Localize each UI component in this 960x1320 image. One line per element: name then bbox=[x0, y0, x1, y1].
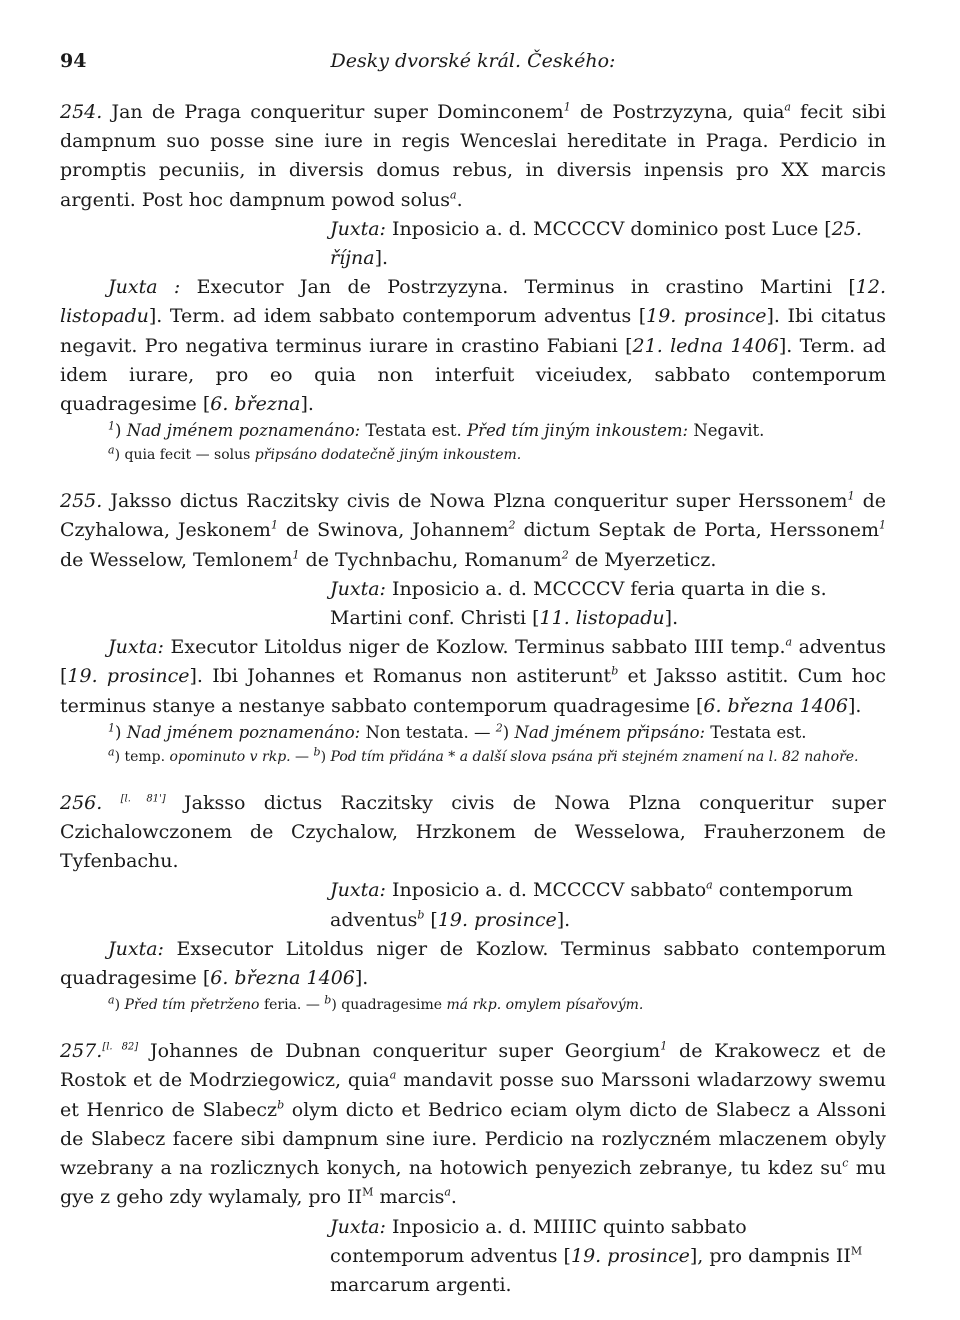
running-title: Desky dvorské král. Českého: bbox=[330, 50, 616, 72]
page-header bbox=[60, 50, 886, 78]
entry-254 bbox=[60, 98, 886, 467]
entry-text: 255. Jaksso dictus Raczitsky civis de Nowa Plzna conqueritur super Herssonem$^1$ de Czyhalowa, Jeskonem$^1$ de Swinova, Johannem$^2$ dictum Septak de Porta, Herssonem$^1$ de Wesselow, Temlonem$^1$ de Tychnbachu, Romanum$^2$ de Myerzeticz. bbox=[60, 489, 886, 571]
entry-text: 257.[l. 82] Johannes de Dubnan conqueritur super Georgium$^1$ de Krakowecz et de Rostok et de Modrziegowicz, quia$^a$ mandavit posse suo Marssoni wladarzowy swemu et Henrico de Slabecz$^b$ olym dicto et Bedrico eciam olym dicto de Slabecz a Alssoni de Slabecz facere sibi dampnum sine iure. Perdicio na rozlyczném mlaczenem obyly wzebrany a na rozlicznych konych, na hotowich penyezich zebranye, tu kdez $su^c$ mu gye z geho zdy wylamaly, pro $II^M$ marcis$^a$. bbox=[60, 1039, 887, 1209]
entry-number: 257. bbox=[60, 1040, 103, 1063]
juxta-inposicio: Juxta: Inposicio a. d. MCCCCV dominico post Luce [25. října]. bbox=[330, 217, 862, 270]
footnote: $^1$) Nad jménem poznamenáno: Testata est. Před tím jiným inkoustem: Negavit. bbox=[108, 419, 765, 441]
page-number: 94 bbox=[60, 50, 87, 72]
entry-number: 254. bbox=[60, 101, 103, 123]
page-body bbox=[60, 98, 886, 1320]
entry-text: 254. Jan de Praga conqueritur super Dominconem$^1$ de Postrzyzyna, quia$^a$ fecit sibi dampnum suo posse sine iure in regis Wenceslai hereditate in Praga. Perdicio in promptis pecuniis, in diversis domus rebus, in diversis inpensis pro XX marcis argenti. Post hoc dampnum powod solus$^a$. bbox=[60, 100, 887, 211]
juxta-inposicio: Juxta: Inposicio a. d. MIIIIC quinto sabbato contemporum adventus [19. prosince], pro dampnis $II^M$ marcarum argenti. bbox=[330, 1215, 863, 1296]
juxta-inposicio: Juxta: Inposicio a. d. MCCCCV sabbato$^a$ contemporum adventus$^b$ [19. prosince]. bbox=[330, 879, 853, 931]
folio-reference: [l. 81'] bbox=[120, 793, 166, 805]
footnote: $^1$) Nad jménem poznamenáno: Non testata. — $^2$) Nad jménem připsáno: Testata est. bbox=[108, 721, 807, 742]
juxta-executor: Juxta : Executor Jan de Postrzyzyna. Terminus in crastino Martini [12. listopadu]. Term. ad idem sabbato contemporum adventus [19. prosince]. Ibi citatus negavit. Pro negativa terminus iurare in crastino Fabiani [21. ledna 1406]. Term. ad idem iurare, pro eo quia non interfuit viceiudex, sabbato contemporum quadragesime [6. března]. bbox=[60, 276, 887, 416]
juxta-executor: Juxta: Exsecutor Litoldus niger de Kozlow. Terminus sabbato contemporum quadragesime [6. března 1406]. bbox=[60, 937, 886, 990]
entry-257 bbox=[60, 1037, 886, 1300]
entry-256 bbox=[60, 789, 886, 1017]
entry-255 bbox=[60, 487, 886, 769]
entry-number: 255. bbox=[60, 490, 103, 513]
entry-text: 256. [l. 81'] Jaksso dictus Raczitsky civis de Nowa Plzna conqueritur super Czichalowczonem de Czychalow, Hrzkonem de Wesselowa, Frauherzonem de Tyfenbachu. bbox=[60, 791, 886, 873]
folio-reference: [l. 82] bbox=[102, 1041, 139, 1053]
footnote: $^a$) temp. opominuto v rkp. — $^b$) Pod tím přidána * a další slova psána při stejném znamení na l. 82 nahoře. bbox=[108, 745, 859, 765]
juxta-inposicio: Juxta: Inposicio a. d. MCCCCV feria quarta in die s. Martini conf. Christi [11. listopadu]. bbox=[330, 577, 827, 630]
juxta-executor: Juxta: Executor Litoldus niger de Kozlow. Terminus sabbato IIII temp.$^a$ adventus [19. prosince]. Ibi Johannes et Romanus non astiterunt$^b$ et Jaksso astitit. Cum hoc terminus stanye a nestanye sabbato contemporum quadragesime [6. března 1406]. bbox=[60, 635, 886, 717]
footnote: $^a$) Před tím přetrženo feria. — $^b$) quadragesime má rkp. omylem písařovým. bbox=[108, 993, 644, 1014]
entry-number: 256. bbox=[60, 791, 103, 814]
footnote: $^a$) quia fecit — solus připsáno dodatečně jiným inkoustem. bbox=[108, 443, 522, 464]
